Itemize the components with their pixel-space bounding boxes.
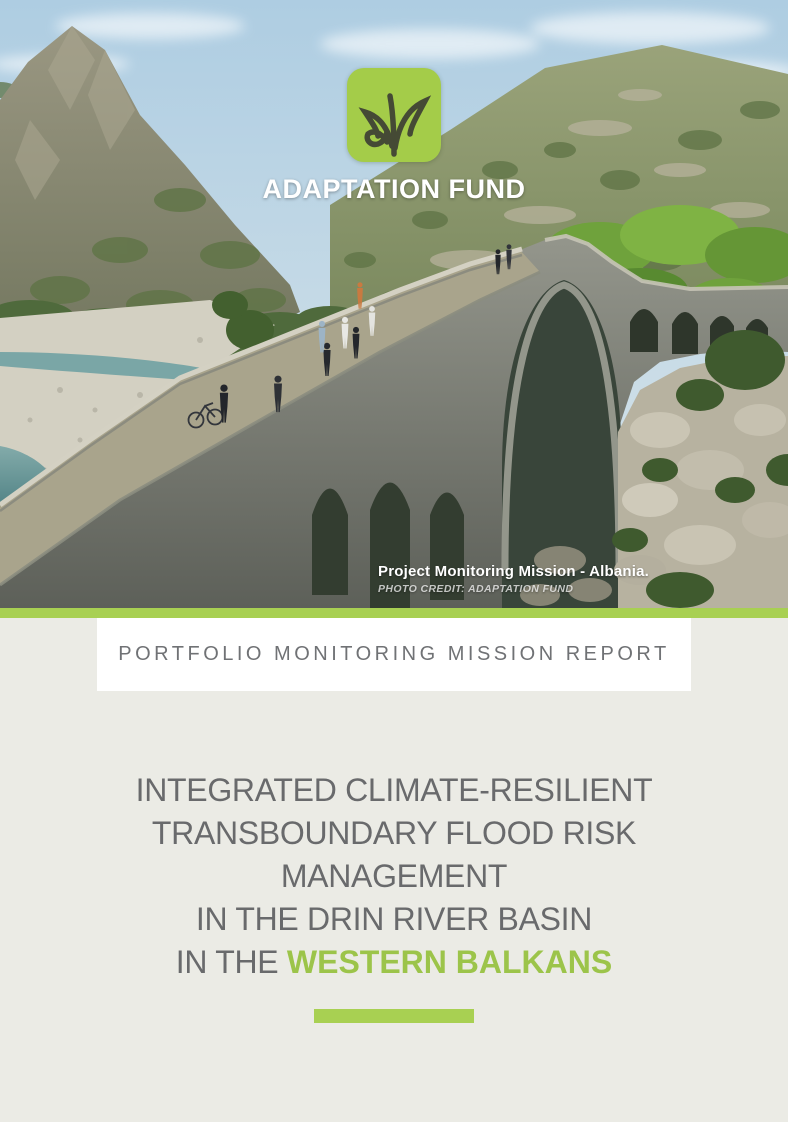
title-line-4: IN THE DRIN RIVER BASIN [195, 901, 593, 937]
report-type-banner [97, 618, 691, 691]
caption-credit: PHOTO CREDIT: ADAPTATION FUND [378, 583, 574, 595]
green-divider-strip [0, 608, 788, 618]
title-line-5-prefix: IN THE [175, 944, 279, 980]
title-line-2: TRANSBOUNDARY FLOOD RISK [151, 815, 637, 851]
photo-caption [378, 563, 649, 596]
logo-wordmark: ADAPTATION FUND [262, 174, 526, 204]
report-type-label: PORTFOLIO MONITORING MISSION REPORT [118, 643, 670, 665]
title-line-5 [0, 941, 788, 984]
caption-title: Project Monitoring Mission - Albania. [378, 563, 650, 580]
green-accent-bar [314, 1009, 474, 1023]
af-fountain-logo-icon [347, 68, 441, 162]
title-line-3: MANAGEMENT [280, 858, 508, 894]
adaptation-fund-logo [347, 68, 441, 162]
title-line-5-highlight: WESTERN BALKANS [286, 944, 613, 980]
title-line-1: INTEGRATED CLIMATE-RESILIENT [135, 772, 653, 808]
report-title [0, 769, 788, 984]
